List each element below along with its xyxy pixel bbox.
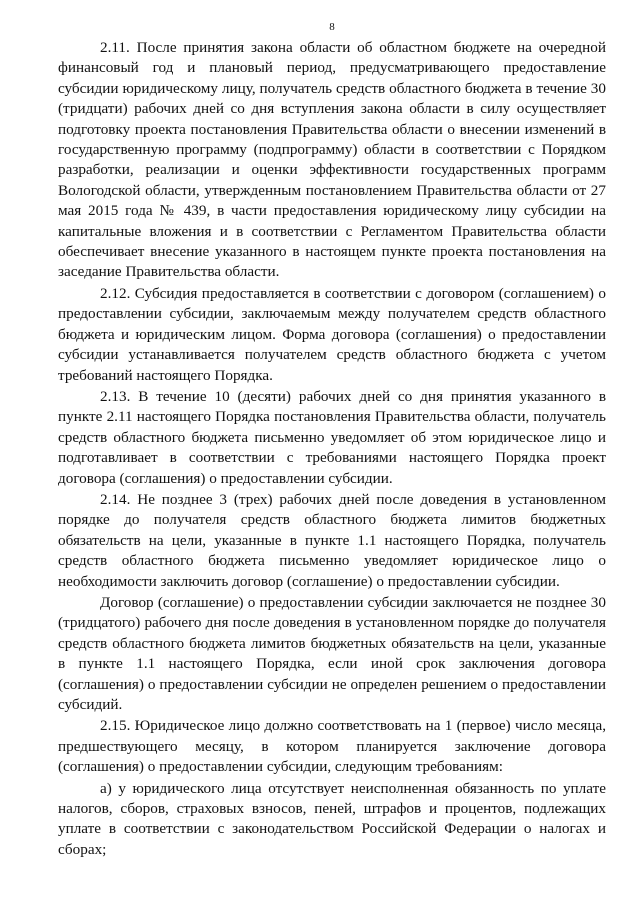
paragraph-requirement-a: а) у юридического лица отсутствует неисполненная обязанность по уплате налогов, сборов, страховых взносов, пеней, штрафов и процентов, подлежащих уплате в соответствии с законодательством Российской Федерации о налогах и сборах; [58,779,606,858]
paragraph-2-13: 2.13. В течение 10 (десяти) рабочих дней со дня принятия указанного в пункте 2.11 настоящего Порядка постановления Правительства области, получатель средств областного бюджета письменно уведомляет об этом юридическое лицо и подготавливает в соответствии с требованиями настоящего Порядка проект договора (соглашения) о предоставлении субсидии. [58,387,606,487]
paragraph-2-11: 2.11. После принятия закона области об областном бюджете на очередной финансовый год и плановый период, предусматривающего предоставление субсидии юридическому лицу, получатель средств областного бюджета в течение 30 (тридцати) рабочих дней со дня вступления закона области в силу осуществляет подготовку проекта постановления Правительства области о внесении изменений в государственную программу (подпрограмму) области в соответствии с Порядком разработки, реализации и оценки эффективности государственных программ Вологодской области, утвержденным постановлением Правительства области от 27 мая 2015 года № 439, в части предоставления юридическому лицу субсидии на капитальные вложения и в соответствии с Регламентом Правительства области обеспечивает внесение указанного в настоящем пункте проекта постановления на заседание Правительства области. [58,39,606,281]
page-number: 8 [329,21,335,33]
paragraph-2-15: 2.15. Юридическое лицо должно соответствовать на 1 (первое) число месяца, предшествующего месяцу, в котором планируется заключение договора (соглашения) о предоставлении субсидии, следующим требованиям: [58,717,606,776]
paragraph-agreement-deadline: Договор (соглашение) о предоставлении субсидии заключается не позднее 30 (тридцатого) рабочего дня после доведения в установленном порядке до получателя средств областного бюджета лимитов бюджетных обязательств на цели, указанные в пункте 1.1 настоящего Порядка, если иной срок заключения договора (соглашения) о предоставлении субсидии не определен решением о предоставлении субсидий. [58,593,606,713]
paragraph-2-12: 2.12. Субсидия предоставляется в соответствии с договором (соглашением) о предоставлении субсидии, заключаемым между получателем средств областного бюджета и юридическим лицом. Форма договора (соглашения) о предоставлении субсидии устанавливается получателем средств областного бюджета с учетом требований настоящего Порядка. [58,284,606,384]
paragraph-2-14: 2.14. Не позднее 3 (трех) рабочих дней после доведения в установленном порядке до получателя средств областного бюджета лимитов бюджетных обязательств на цели, указанные в пункте 1.1 настоящего Порядка, получатель средств областного бюджета письменно уведомляет юридическое лицо о необходимости заключить договор (соглашение) о предоставлении субсидии. [58,490,606,590]
